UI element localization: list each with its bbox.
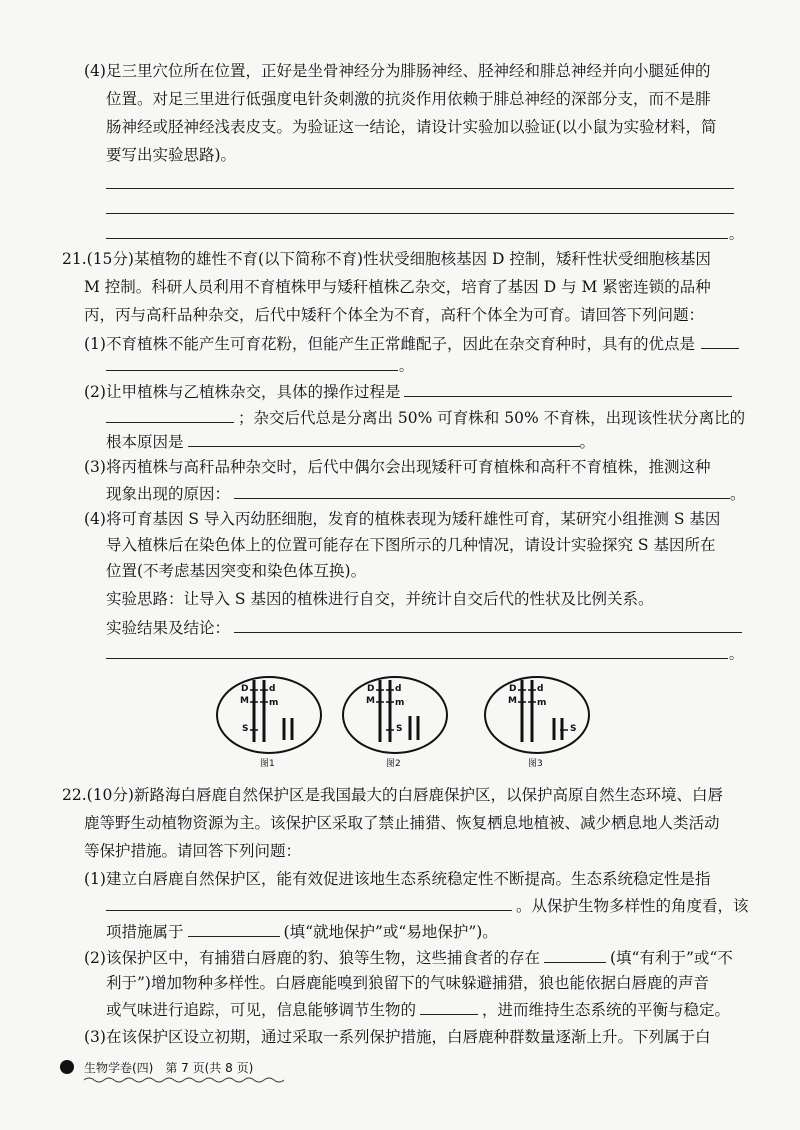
answer-blank[interactable] (420, 998, 478, 1015)
answer-blank[interactable] (234, 616, 742, 633)
q22-2-text3: 或气味进行追踪，可见，信息能够调节生物的 (106, 1001, 417, 1019)
answer-line[interactable] (106, 188, 734, 189)
q20-4-line4: 要写出实验思路)。 (106, 146, 237, 164)
period: 。 (729, 227, 743, 243)
gene-label: m (269, 698, 279, 708)
q21-4-line3: 位置(不考虑基因突变和染色体互换)。 (106, 562, 367, 580)
q22-1-line2 (106, 894, 749, 917)
answer-blank[interactable] (106, 894, 512, 911)
q21-3-line2 (106, 482, 746, 505)
q21-2-line2 (106, 406, 745, 429)
q21-4-line4: 实验思路：让导入 S 基因的植株进行自交，并统计自交后代的性状及比例关系。 (106, 590, 654, 608)
answer-blank[interactable] (404, 380, 732, 397)
gene-label: d (395, 684, 402, 694)
q22-2-text2: (填“有利于”或“不 (609, 949, 733, 967)
answer-line[interactable] (106, 370, 398, 371)
period: 。 (730, 485, 746, 503)
figure-caption: 图2 (386, 759, 401, 769)
figure-caption: 图1 (260, 759, 275, 769)
q21-4-line5 (106, 616, 742, 639)
gene-label: D (509, 684, 517, 694)
period: 。 (399, 359, 413, 375)
q20-4-line3: 肠神经或胫神经浅表皮支。为验证这一结论，请设计实验加以验证(以小鼠为实验材料，简 (106, 118, 717, 136)
q21-stem-line3: 丙，丙与高秆品种杂交，后代中矮秆个体全为不育，高秆个体全为可育。请回答下列问题： (84, 306, 705, 324)
q22-1-line3 (106, 920, 498, 943)
gene-label: M (508, 696, 517, 706)
q21-1-line1 (84, 332, 739, 355)
q22-2-line2: 利于”)增加物种多样性。白唇鹿能嗅到狼留下的气味躲避捕猎，狼也能依据白唇鹿的声音 (106, 974, 709, 992)
q22-2-line1 (84, 946, 733, 969)
q20-4-line2: 位置。对足三里进行低强度电针灸刺激的抗炎作用依赖于腓总神经的深部分支，而不是腓 (106, 90, 711, 108)
q21-stem-line1: 21.(15分)某植物的雄性不育(以下简称不育)性状受细胞核基因 D 控制，矮秆性状受细胞核基因 (62, 250, 711, 268)
q22-stem-line1: 22.(10分)新路海白唇鹿自然保护区是我国最大的白唇鹿保护区，以保护高原自然生态环境、白唇 (62, 786, 723, 804)
period: 。 (579, 433, 596, 451)
q22-1-text4: (填“就地保护”或“易地保护”)。 (283, 923, 498, 941)
q21-4-line1: (4)将可育基因 S 导入丙幼胚细胞，发育的植株表现为矮秆雄性可育，某研究小组推测 S 基因 (84, 510, 721, 528)
q22-2-line3 (106, 998, 730, 1021)
answer-blank[interactable] (544, 946, 606, 963)
answer-line[interactable] (106, 238, 728, 239)
chromosome-figures (0, 672, 800, 772)
q22-stem-line2: 鹿等野生动植物资源为主。该保护区采取了禁止捕猎、恢复栖息地植被、减少栖息地人类活动 (84, 814, 720, 832)
q21-2-text2: ；杂交后代总是分离出 50% 可育株和 50% 不育株，出现该性状分离比的 (238, 409, 746, 427)
q21-2-text3: 根本原因是 (106, 433, 184, 451)
gene-label: D (241, 684, 249, 694)
q22-stem-line3: 等保护措施。请回答下列问题： (84, 842, 302, 860)
answer-blank[interactable] (234, 482, 730, 499)
q22-3-line1: (3)在该保护区设立初期，通过采取一系列保护措施，白唇鹿种群数量逐渐上升。下列属于白 (84, 1028, 711, 1046)
answer-blank[interactable] (106, 406, 234, 423)
gene-label: S (242, 724, 249, 734)
gene-label: D (367, 684, 375, 694)
q21-4-line2: 导入植株后在染色体上的位置可能存在下图所示的几种情况，请设计实验探究 S 基因所在 (106, 536, 716, 554)
answer-line[interactable] (106, 213, 734, 214)
gene-label: S (396, 724, 403, 734)
q21-2-line1 (84, 380, 732, 403)
gene-label: M (366, 696, 375, 706)
q21-stem-line2: M 控制。科研人员利用不育植株甲与矮秆植株乙杂交，培育了基因 D 与 M 紧密连锁的品种 (84, 278, 711, 296)
footer-page-info: 生物学卷(四) 第 7 页(共 8 页) (84, 1061, 254, 1075)
answer-blank[interactable] (701, 332, 739, 349)
gene-label: d (269, 684, 276, 694)
answer-blank[interactable] (188, 920, 280, 937)
q21-1-text: (1)不育植株不能产生可育花粉，但能产生正常雌配子，因此在杂交育种时，具有的优点是 (84, 335, 695, 353)
q21-3-line1: (3)将丙植株与高秆品种杂交时，后代中偶尔会出现矮秆可育植株和高秆不育植株，推测这种 (84, 458, 711, 476)
period: 。 (729, 647, 743, 663)
q22-2-text4: ，进而维持生态系统的平衡与稳定。 (482, 1001, 731, 1019)
answer-line[interactable] (106, 658, 728, 659)
figure-2 (340, 672, 450, 772)
figure-3 (482, 672, 592, 772)
footer-wave-decoration (84, 1076, 284, 1084)
gene-label: m (395, 698, 405, 708)
q21-3-text2: 现象出现的原因： (106, 485, 231, 503)
answer-blank[interactable] (188, 430, 580, 447)
q22-1-text3: 项措施属于 (106, 923, 184, 941)
q22-2-text1: (2)该保护区中，有捕猎白唇鹿的豹、狼等生物，这些捕食者的存在 (84, 949, 540, 967)
q22-1-line1: (1)建立白唇鹿自然保护区，能有效促进该地生态系统稳定性不断提高。生态系统稳定性是指 (84, 870, 711, 888)
q21-2-line3 (106, 430, 595, 453)
gene-label: d (537, 684, 544, 694)
gene-label: S (570, 724, 577, 734)
q22-1-text2: 。从保护生物多样性的角度看，该 (516, 897, 749, 915)
q21-4-text5: 实验结果及结论： (106, 619, 231, 637)
figure-caption: 图3 (528, 759, 543, 769)
gene-label: M (240, 696, 249, 706)
figure-1 (214, 672, 324, 772)
q20-4-line1: (4)足三里穴位所在位置，正好是坐骨神经分为腓肠神经、胫神经和腓总神经并向小腿延伸的 (84, 62, 711, 80)
footer-bullet-icon (60, 1060, 74, 1074)
gene-label: m (537, 698, 547, 708)
q21-2-text: (2)让甲植株与乙植株杂交，具体的操作过程是 (84, 383, 401, 401)
